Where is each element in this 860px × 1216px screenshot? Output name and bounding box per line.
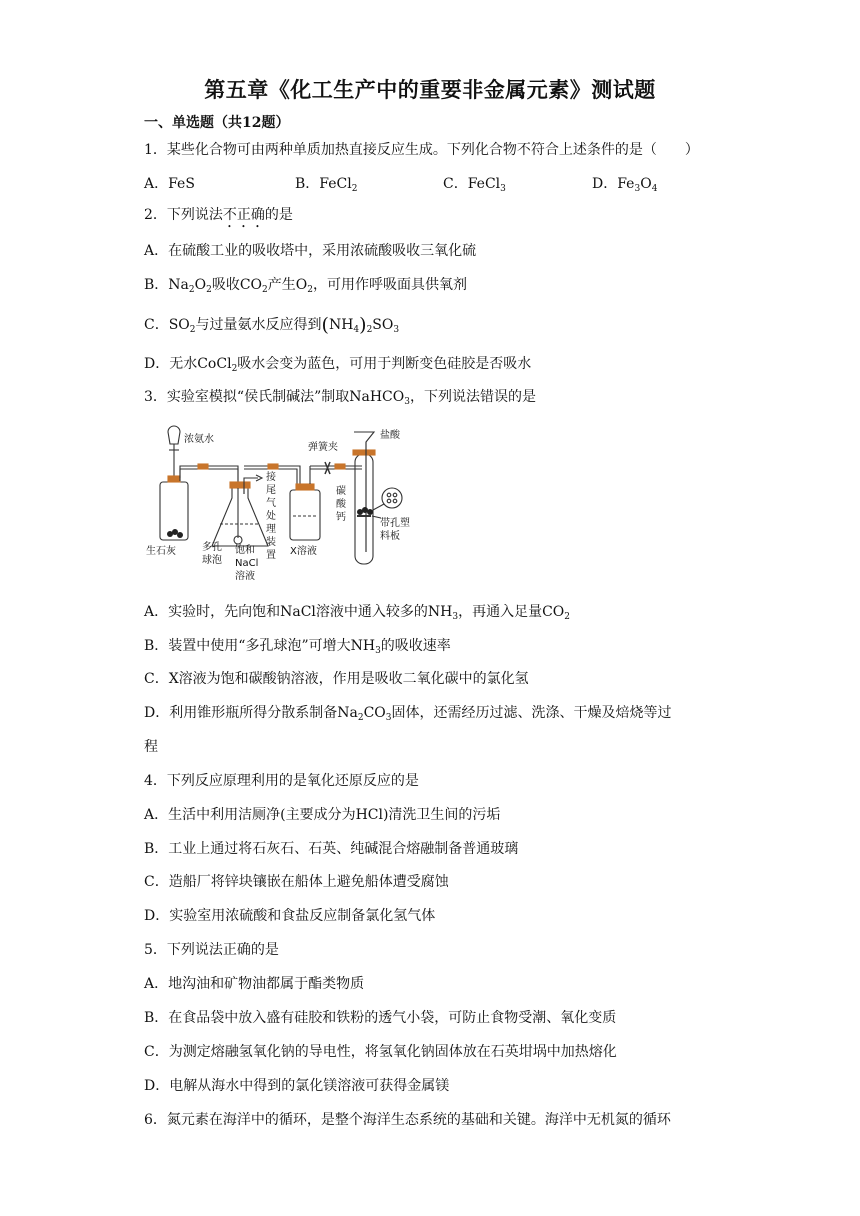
section-heading: 一、单选题（共12题） [144, 115, 290, 131]
q4-option-d[interactable]: D．实验室用浓硫酸和食盐反应制备氯化氢气体 [144, 908, 436, 924]
q5-option-c[interactable]: C．为测定熔融氢氧化钠的导电性，将氢氧化钠固体放在石英坩埚中加热熔化 [144, 1044, 617, 1060]
label-tail-5: 装 [266, 537, 276, 548]
q3-option-d-cont: 程 [144, 739, 158, 755]
label-caco3-0: 碳 [336, 486, 346, 497]
q2-option-a[interactable]: A．在硫酸工业的吸收塔中，采用浓硫酸吸收三氧化硫 [144, 243, 477, 259]
label-tail-1: 尾 [266, 485, 276, 496]
q3-stem: 3．实验室模拟“侯氏制碱法”制取NaHCO$_3$，下列说法错误的是 [144, 389, 536, 407]
q3-option-c[interactable]: C．X溶液为饱和碳酸钠溶液，作用是吸收二氧化碳中的氯化氢 [144, 671, 529, 687]
page-title: 第五章《化工生产中的重要非金属元素》测试题 [204, 77, 656, 102]
label-x-solution: X溶液 [290, 546, 317, 557]
q2-option-d[interactable]: D．无水CoCl$_2$吸水会变为蓝色，可用于判断变色硅胶是否吸水 [144, 356, 532, 374]
q5-stem: 5．下列说法正确的是 [144, 942, 279, 958]
label-bubble-1: 多孔 [202, 542, 222, 553]
label-clamp: 弹簧夹 [308, 442, 338, 453]
label-plate-2: 料板 [380, 531, 400, 542]
label-ammonia: 浓氨水 [184, 434, 214, 445]
label-caco3-2: 钙 [336, 512, 346, 523]
q2-option-c[interactable]: C．$SO_2$与过量氨水反应得到$(NH_4)_2SO_3$ [144, 314, 400, 336]
label-tail-2: 气 [266, 498, 276, 509]
q1-option-b[interactable]: B．FeCl$_2$ [295, 176, 358, 194]
q2-option-b[interactable]: B．$Na_2O_2$吸收$CO_2$产生$O_2$，可用作呼吸面具供氧剂 [144, 277, 467, 295]
q3-option-b[interactable]: B．装置中使用“多孔球泡”可增大$NH_3$的吸收速率 [144, 638, 451, 656]
label-tail-3: 处 [266, 511, 276, 522]
q1-option-c[interactable]: C．FeCl$_3$ [443, 176, 506, 194]
label-bubble-2: 球泡 [202, 555, 222, 566]
label-nacl-3: 溶液 [235, 571, 255, 582]
q2-stem: 2．下列说法不正确的是 [144, 207, 293, 223]
label-nacl-2: NaCl [235, 558, 259, 569]
label-nacl-1: 饱和 [235, 545, 255, 556]
apparatus-diagram [140, 420, 440, 590]
label-plate-1: 带孔塑 [380, 518, 410, 529]
label-tail-6: 置 [266, 550, 276, 561]
label-lime: 生石灰 [146, 546, 176, 557]
label-caco3-1: 酸 [336, 499, 346, 510]
perforated-plate-icon [382, 488, 402, 508]
label-hcl: 盐酸 [380, 430, 400, 441]
q4-option-c[interactable]: C．造船厂将锌块镶嵌在船体上避免船体遭受腐蚀 [144, 874, 449, 890]
q4-option-b[interactable]: B．工业上通过将石灰石、石英、纯碱混合熔融制备普通玻璃 [144, 841, 519, 857]
conical-flask [212, 488, 268, 546]
q1-stem: 1．某些化合物可由两种单质加热直接反应生成。下列化合物不符合上述条件的是（ ） [144, 142, 699, 158]
label-tail-0: 接 [266, 472, 276, 483]
q1-option-d[interactable]: D．$Fe_3O_4$ [592, 176, 658, 194]
q1-option-a[interactable]: A．FeS [144, 176, 195, 192]
bottle-x [290, 490, 320, 540]
q4-stem: 4．下列反应原理利用的是氧化还原反应的是 [144, 773, 419, 789]
q5-option-a[interactable]: A．地沟油和矿物油都属于酯类物质 [144, 976, 365, 992]
q5-option-b[interactable]: B．在食品袋中放入盛有硅胶和铁粉的透气小袋，可防止食物受潮、氧化变质 [144, 1010, 617, 1026]
q5-option-d[interactable]: D．电解从海水中得到的氯化镁溶液可获得金属镁 [144, 1078, 450, 1094]
q4-option-a[interactable]: A．生活中利用洁厕净(主要成分为HCl)清洗卫生间的污垢 [144, 807, 501, 823]
label-tail-4: 理 [266, 524, 276, 535]
q3-option-a[interactable]: A．实验时，先向饱和NaCl溶液中通入较多的$NH_3$，再通入足量$CO_2$ [144, 604, 571, 622]
q3-option-d[interactable]: D．利用锥形瓶所得分散系制备$Na_2CO_3$固体，还需经历过滤、洗涤、干燥及焙烧等过 [144, 705, 672, 723]
q6-stem: 6．氮元素在海洋中的循环，是整个海洋生态系统的基础和关键。海洋中无机氮的循环 [144, 1112, 671, 1128]
funnel-bulb-icon [168, 426, 180, 444]
